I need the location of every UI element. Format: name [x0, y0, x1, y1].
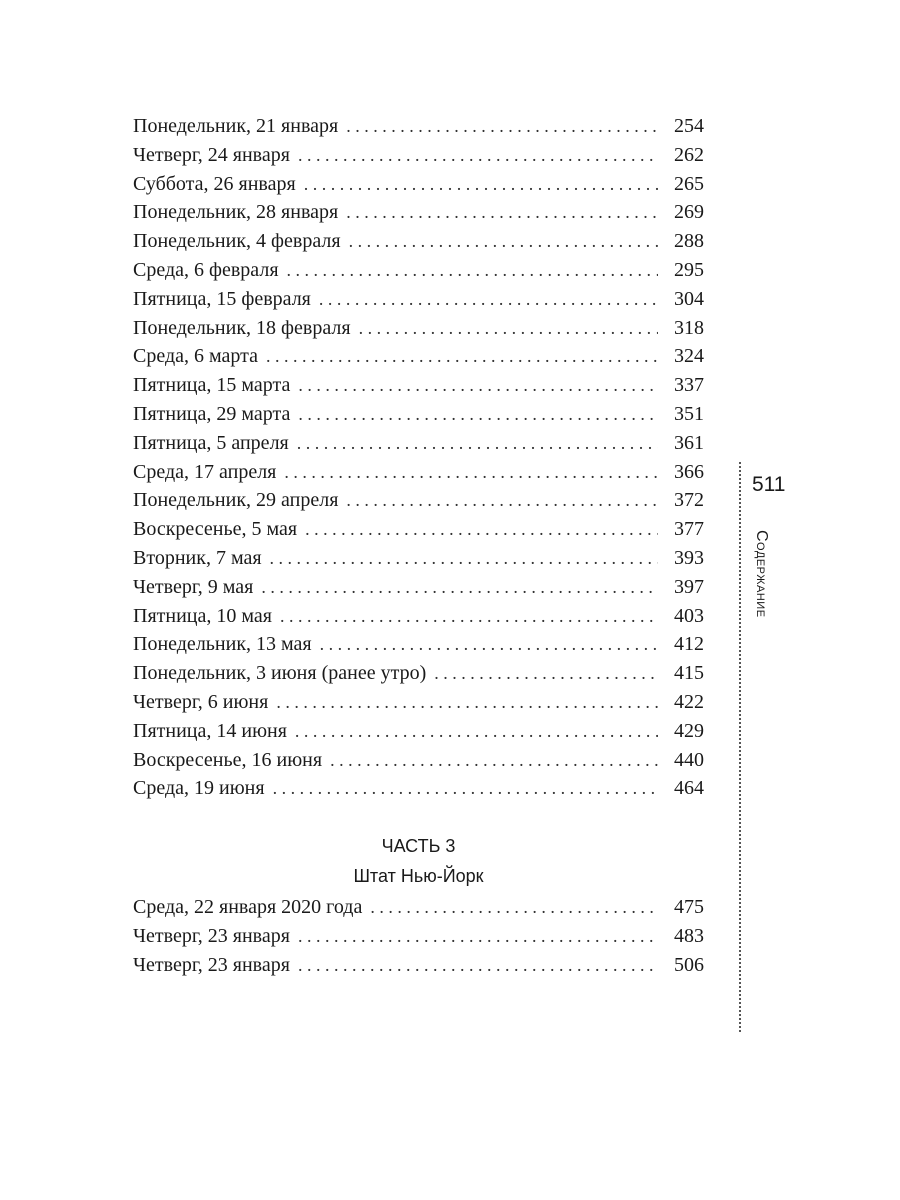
toc-entry: [133, 342, 704, 371]
toc-entry-title: Вторник, 7 мая: [133, 546, 262, 569]
toc-entry: [133, 256, 704, 285]
dot-leader: [298, 141, 658, 170]
toc-entry-title: Пятница, 15 марта: [133, 374, 291, 397]
dot-leader: [330, 746, 658, 775]
dot-leader: [305, 515, 658, 544]
toc-entry: [133, 371, 704, 400]
toc-entry-title: Четверг, 23 января: [133, 924, 290, 947]
toc-entry: [133, 602, 704, 631]
toc-entry: [133, 774, 704, 803]
toc-entry: [133, 141, 704, 170]
toc-entry-page: 318: [674, 316, 704, 339]
page-number: 511: [752, 473, 786, 496]
toc-entry-title: Понедельник, 4 февраля: [133, 230, 341, 253]
toc-entry-title: Среда, 17 апреля: [133, 460, 277, 483]
toc-entry: [133, 659, 704, 688]
toc-entry-page: 415: [674, 662, 704, 685]
toc-entry-title: Четверг, 24 января: [133, 143, 290, 166]
toc-entry-title: Воскресенье, 5 мая: [133, 518, 298, 541]
toc-entry-page: 440: [674, 748, 704, 771]
dot-leader: [270, 544, 658, 573]
toc-entry: [133, 170, 704, 199]
toc-entry-page: 372: [674, 489, 704, 512]
dot-leader: [346, 112, 658, 141]
toc-entry-page: 422: [674, 690, 704, 713]
toc-entry-page: 377: [674, 518, 704, 541]
toc-entry-title: Понедельник, 28 января: [133, 201, 339, 224]
toc-entry-page: 475: [674, 896, 704, 918]
toc-entry-page: 361: [674, 431, 704, 454]
toc-entry: [133, 227, 704, 256]
dot-leader: [297, 429, 658, 458]
toc-entry: [133, 486, 704, 515]
toc-entry: [133, 573, 704, 602]
dot-leader: [280, 602, 658, 631]
running-head: Содержание: [753, 530, 770, 618]
toc-entry-page: 254: [674, 115, 704, 137]
toc-entry-page: 393: [674, 546, 704, 569]
toc-entry: [133, 951, 704, 980]
toc-entry: [133, 314, 704, 343]
toc-entry-title: Среда, 22 января 2020 года: [133, 896, 363, 918]
toc-entry-page: 288: [674, 230, 704, 253]
dot-leader: [287, 256, 658, 285]
toc-entry-title: Среда, 6 февраля: [133, 258, 279, 281]
toc-entry: [133, 429, 704, 458]
toc-entry-page: 304: [674, 287, 704, 310]
toc-entry-page: 429: [674, 719, 704, 742]
toc-entry-page: 483: [674, 924, 704, 947]
part-label: ЧАСТЬ 3: [381, 836, 456, 856]
toc-entry-title: Пятница, 14 июня: [133, 719, 287, 742]
toc-part2: [133, 112, 704, 803]
toc-entry: [133, 922, 704, 951]
toc-entry: [133, 746, 704, 775]
dot-leader: [284, 458, 658, 487]
toc-entry-title: Пятница, 5 апреля: [133, 431, 289, 454]
toc-entry: [133, 688, 704, 717]
toc-entry-page: 337: [674, 374, 704, 397]
toc-entry-page: 269: [674, 201, 704, 224]
toc-entry: [133, 285, 704, 314]
toc-entry-title: Понедельник, 18 февраля: [133, 316, 351, 339]
toc-entry-title: Пятница, 15 февраля: [133, 287, 311, 310]
toc-entry-title: Пятница, 29 марта: [133, 402, 291, 425]
toc-entry-title: Пятница, 10 мая: [133, 604, 272, 627]
toc-entry: [133, 630, 704, 659]
toc-entry: [133, 400, 704, 429]
toc-entry-title: Четверг, 6 июня: [133, 690, 269, 713]
toc-entry-page: 262: [674, 143, 704, 166]
toc-entry-title: Четверг, 9 мая: [133, 575, 254, 598]
toc-part3: [133, 893, 704, 979]
toc-entry: [133, 458, 704, 487]
toc-entry-page: 403: [674, 604, 704, 627]
toc-entry-title: Среда, 6 марта: [133, 345, 258, 368]
toc-entry: [133, 544, 704, 573]
part-title: Штат Нью-Йорк: [353, 866, 484, 886]
dot-leader: [261, 573, 658, 602]
toc-entry-title: Суббота, 26 января: [133, 172, 296, 195]
dot-leader: [276, 688, 658, 717]
dot-leader: [370, 893, 658, 922]
toc-entry-page: 397: [674, 575, 704, 598]
dot-leader: [346, 486, 658, 515]
toc-entry: [133, 112, 704, 141]
dot-leader: [319, 285, 658, 314]
dot-leader: [266, 342, 658, 371]
toc-entry: [133, 515, 704, 544]
toc-entry-page: 324: [674, 345, 704, 368]
dot-leader: [295, 717, 658, 746]
dot-leader: [304, 170, 658, 199]
toc-entry-title: Воскресенье, 16 июня: [133, 748, 323, 771]
toc-entry-title: Среда, 19 июня: [133, 777, 265, 800]
dot-leader: [298, 371, 658, 400]
toc-entry: [133, 717, 704, 746]
dot-leader: [298, 951, 658, 980]
toc-entry-title: Понедельник, 13 мая: [133, 633, 312, 656]
toc-entry-title: Понедельник, 3 июня (ранее утро): [133, 662, 427, 685]
dot-leader: [359, 314, 658, 343]
dot-leader: [349, 227, 658, 256]
dot-leader: [298, 922, 658, 951]
toc-entry-page: 265: [674, 172, 704, 195]
toc-entry-title: Понедельник, 29 апреля: [133, 489, 339, 512]
toc-entry-page: 351: [674, 402, 704, 425]
toc-entry-page: 295: [674, 258, 704, 281]
toc-entry-page: 464: [674, 777, 704, 800]
toc-entry-title: Четверг, 23 января: [133, 953, 290, 976]
dotted-side-rule: [739, 462, 741, 1032]
toc-entry-page: 506: [674, 953, 704, 976]
toc-entry: [133, 198, 704, 227]
dot-leader: [273, 774, 658, 803]
toc-entry-page: 412: [674, 633, 704, 656]
dot-leader: [346, 198, 658, 227]
dot-leader: [434, 659, 658, 688]
dot-leader: [298, 400, 658, 429]
dot-leader: [320, 630, 658, 659]
toc-entry-title: Понедельник, 21 января: [133, 115, 339, 137]
toc-entry: [133, 893, 704, 922]
toc-entry-page: 366: [674, 460, 704, 483]
